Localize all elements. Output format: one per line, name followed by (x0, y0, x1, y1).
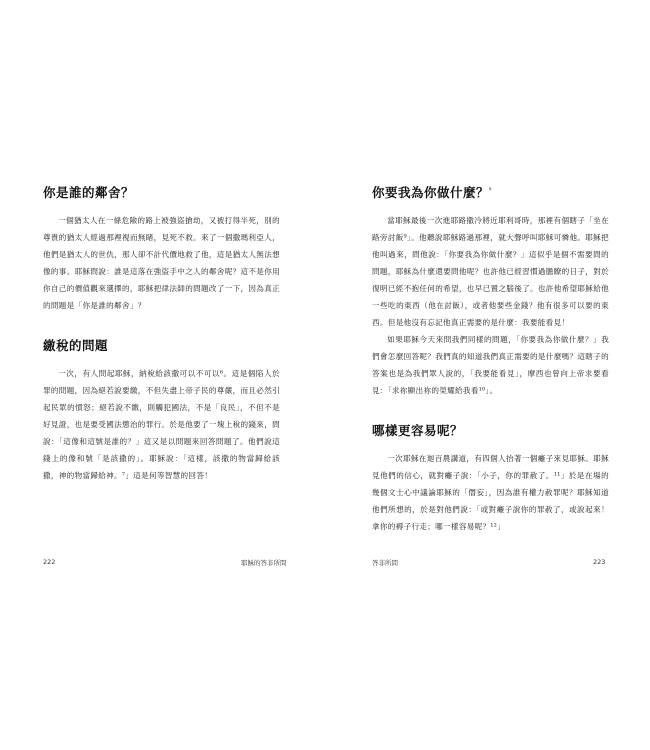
page-number: 223 (593, 558, 606, 566)
section-heading (372, 183, 609, 201)
running-title: 答非所問 (372, 559, 398, 567)
paragraph: 一次耶穌在迦百農講道，有四個人抬著一個癱子來見耶穌。耶穌見他們的信心，就對癱子說：「小子，你的罪赦了。¹¹」於是在場的幾個文士心中議論耶穌的「僭妄」，因為誰有權力赦罪呢？耶穌知道他們所想的，於是對他們說：「或對癱子說你的罪赦了，或說起來！拿你的褥子行走；哪一樣容易呢？¹²」 (372, 454, 609, 531)
paragraph: 一次，有人問起耶穌，納稅給該撒可以不可以⁶。這是個陷人於罪的問題，因為絕若說要繳，不但失盡上帝子民的尊嚴，而且必然引起民眾的憤怒；絕若說不繳，則觸犯國法，不是「良民」，不但不是好見證，也是要受國法懲治的罪行。於是他要了一塊上稅的錢來，問說：「這像和這號是誰的？」這又是以問題來回答問題了。他們說這錢上的像和號「是該撒的」。耶穌說：「這樣，該撒的物當歸給該撒，神的物當歸給神。⁷」這是何等智慧的回答！ (43, 369, 280, 480)
paragraph: 如果耶穌今天來問我們同樣的問題，「你要我為你做什麼？」我們會怎麼回答呢？我們真的知道我們真正需要的是什麼嗎？這瞎子的答案也是為我們眾人說的，「我要能看見」，摩西也曾向上帝求要看見：「求祢顯出祢的榮耀給我看¹⁰」。 (372, 335, 609, 395)
left-text-column (43, 183, 280, 506)
footnote-mark: ⁸ (489, 186, 492, 194)
section-heading: 哪樣更容易呢？ (372, 423, 464, 438)
section-what-do-you-want (372, 183, 609, 399)
paragraph: 一個猶太人在一條危險的路上被強盜搶劫，又被打得半死，別的尊貴的猶太人經過那裡視而無睹，見死不救。來了一個撒瑪利亞人，他們是猶太人的世仇，那人卻不計代價地救了他，這是猶太人無法想像的事。耶穌問說：誰是這落在強盜手中之人的鄰舍呢？這不是你用你自己的價值觀來選擇的，耶穌把律法師的問題改了一下，因為真正的問題是「你是誰的鄰舍」？ (43, 216, 280, 310)
running-title: 耶穌的答非所問 (241, 559, 287, 567)
section-heading: 你是誰的鄰舍？ (43, 185, 135, 200)
section-which-is-easier (372, 421, 609, 535)
heading-text: 你要我為你做什麼？ (372, 185, 490, 200)
right-page (325, 0, 650, 750)
section-tax-question (43, 336, 280, 484)
right-text-column (372, 183, 609, 557)
page-number: 222 (43, 558, 56, 566)
paragraph: 當耶穌最後一次進耶路撒冷將近耶利哥時，那裡有個瞎子「坐在路旁討飯⁹」。他聽說耶穌路過那裡，就大聲呼叫耶穌可憐他。耶穌把他叫過來，問他說：「你要我為你做什麼？」這似乎是個不需要問的問題，耶穌為什麼還要問他呢？也許他已經習慣過膽瞭的日子，對於復明已經不抱任何的希望，也早已置之腦後了。也許他希望耶穌給他一些吃的東西（他在討飯），或者他要些金錢？他有很多可以要的東西。但是他沒有忘記他真正需要的是什麼：我要能看見！ (372, 216, 609, 327)
section-whose-neighbor (43, 183, 280, 314)
section-heading: 繳稅的問題 (43, 338, 109, 353)
